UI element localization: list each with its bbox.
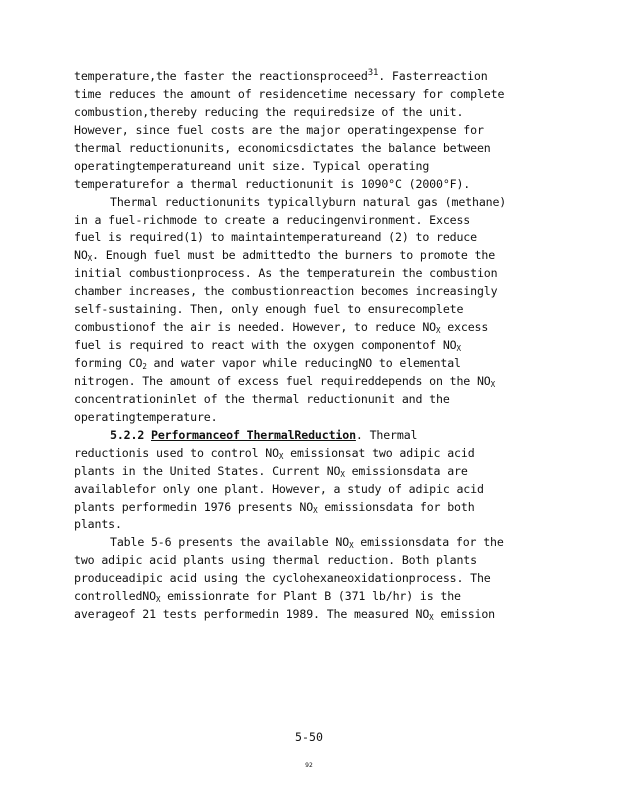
text-line [74, 552, 560, 570]
text-line [74, 588, 560, 606]
text-line [74, 212, 560, 230]
text-segment: combustionof the air is needed. However, to reduce NO [74, 320, 436, 335]
text-line [74, 391, 560, 409]
text-segment: emissionsdata for both [317, 499, 475, 514]
text-line [74, 409, 560, 427]
text-segment: temperaturefor a thermal reductionunit is 1090°C (2000°F). [74, 176, 471, 191]
text-segment: time reduces the amount of residencetime necessary for complete [74, 86, 505, 101]
text-line [74, 229, 560, 247]
text-line [74, 283, 560, 301]
text-segment: . Enough fuel must be admittedto the burners to promote the [92, 248, 496, 263]
text-segment: controlledNO [74, 589, 156, 604]
text-segment: emissionsat two adipic acid [283, 445, 475, 460]
text-segment: . Fasterreaction [378, 69, 488, 83]
text-segment: two adipic acid plants using thermal reduction. Both plants [74, 553, 477, 568]
text-segment: chamber increases, the combustionreaction becomes increasingly [74, 284, 498, 299]
subscript: X [313, 505, 318, 515]
section-number: 5.2.2 [110, 427, 145, 442]
text-line [74, 463, 560, 481]
text-line [74, 301, 560, 319]
text-segment: plants performedin 1976 presents NO [74, 499, 314, 514]
text-line [74, 247, 560, 265]
subscript: X [436, 326, 441, 336]
text-segment: concentrationinlet of the thermal reductionunit and the [74, 391, 450, 406]
subscript: X [278, 451, 284, 461]
text-line [74, 355, 560, 373]
text-line [74, 570, 560, 588]
text-line [74, 265, 560, 283]
text-segment: in a fuel-richmode to create a reducingenvironment. Excess [74, 212, 471, 227]
text-line [74, 499, 560, 517]
text-line [74, 158, 560, 176]
text-segment: initial combustionprocess. As the temperaturein the combustion [74, 266, 498, 281]
text-line [74, 606, 560, 624]
text-line [74, 140, 560, 158]
subscript: X [490, 379, 496, 389]
text-segment: operatingtemperature. [74, 409, 218, 424]
text-segment: and water vapor while reducingNO to elemental [146, 356, 461, 370]
text-segment: averageof 21 tests performedin 1989. The measured NO [74, 607, 430, 622]
subscript: X [87, 254, 93, 264]
section-heading [74, 427, 560, 445]
text-segment: availablefor only one plant. However, a study of adipic acid [74, 481, 484, 496]
text-segment: . Thermal [355, 427, 418, 442]
text-segment: emissionrate for Plant B (371 lb/hr) is the [160, 589, 461, 604]
subscript: X [429, 613, 434, 623]
subscript: 2 [142, 362, 147, 371]
text-segment: temperature,the faster the reactionsproceed [74, 69, 368, 83]
text-segment: plants. [74, 517, 122, 532]
text-segment: operatingtemperatureand unit size. Typical operating [74, 158, 430, 173]
text-segment: Table 5-6 presents the available NO [110, 535, 350, 550]
text-segment: Thermal reductionunits typicallyburn natural gas (methane) [110, 194, 507, 209]
text-segment: forming CO [74, 356, 143, 370]
text-line [74, 176, 560, 194]
text-segment: emission [433, 607, 496, 622]
text-segment: combustion,thereby reducing the requiredsize of the unit. [74, 104, 464, 119]
text-line [74, 373, 560, 391]
text-line [74, 86, 560, 104]
body-text [74, 68, 560, 624]
footnote-reference: 31 [367, 68, 379, 78]
text-line [74, 104, 560, 122]
text-segment: However, since fuel costs are the major operatingexpense for [74, 122, 484, 137]
page-number: 5-50 [295, 730, 323, 744]
text-line [74, 337, 560, 355]
text-segment: fuel is required(1) to maintaintemperatureand (2) to reduce [74, 230, 477, 245]
text-segment: nitrogen. The amount of excess fuel requireddepends on the NO [74, 373, 491, 388]
text-line [74, 534, 560, 552]
subscript: X [340, 469, 345, 479]
text-segment: emissionsdata for the [353, 535, 504, 550]
text-line [74, 516, 560, 534]
subscript: X [456, 344, 461, 354]
text-line [74, 68, 560, 86]
text-segment: reductionis used to control NO [74, 445, 279, 460]
text-segment: emissionsdata are [344, 463, 468, 478]
text-segment: NO [74, 248, 88, 263]
text-segment: produceadipic acid using the cyclohexaneoxidationprocess. The [74, 571, 491, 586]
footer-mark: 92 [305, 762, 313, 769]
text-line [74, 194, 560, 212]
text-segment: self-sustaining. Then, only enough fuel to ensurecomplete [74, 302, 464, 317]
text-line [74, 445, 560, 463]
section-title: Performanceof ThermalReduction [151, 427, 356, 442]
text-line [74, 319, 560, 337]
text-line [74, 481, 560, 499]
text-line [74, 122, 560, 140]
text-segment: fuel is required to react with the oxygen componentof NO [74, 338, 457, 353]
subscript: X [349, 541, 354, 551]
text-segment: thermal reductionunits, economicsdictates the balance between [74, 140, 491, 155]
subscript: X [155, 595, 161, 605]
text-segment: plants in the United States. Current NO [74, 463, 341, 478]
text-segment: excess [440, 320, 489, 335]
